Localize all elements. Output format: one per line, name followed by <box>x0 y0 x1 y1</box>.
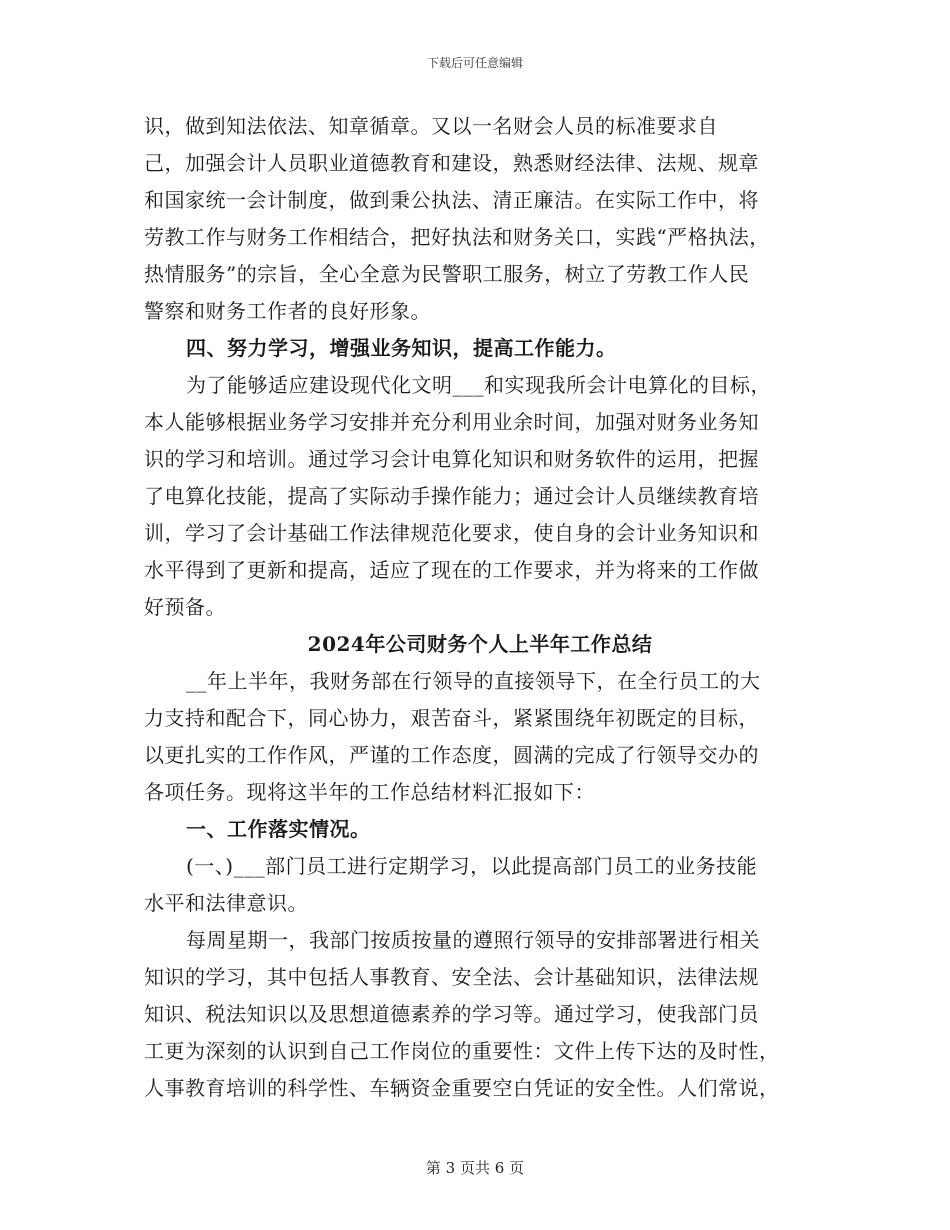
paragraph-line: 各项任务。现将这半年的工作总结材料汇报如下： <box>144 780 595 804</box>
paragraph-line: 劳教工作与财务工作相结合，把好执法和财务关口，实践“严格执法， <box>144 225 770 249</box>
paragraph-line: 热情服务”的宗旨，全心全意为民警职工服务，树立了劳教工作人民 <box>144 262 750 286</box>
paragraph-line: 识的学习和培训。通过学习会计电算化知识和财务软件的运用，把握 <box>144 447 759 471</box>
paragraph-line: 警察和财务工作者的良好形象。 <box>144 299 431 323</box>
paragraph-line: 人事教育培训的科学性、车辆资金重要空白凭证的安全性。人们常说， <box>144 1076 780 1100</box>
paragraph-line: 了电算化技能，提高了实际动手操作能力；通过会计人员继续教育培 <box>144 484 759 508</box>
paragraph-line: 每周星期一，我部门按质按量的遵照行领导的安排部署进行相关 <box>186 928 760 952</box>
section-heading-4: 四、努力学习，增强业务知识，提高工作能力。 <box>186 336 617 360</box>
paragraph-line: 水平和法律意识。 <box>144 891 308 915</box>
paragraph-line: __年上半年，我财务部在行领导的直接领导下，在全行员工的大 <box>186 669 761 693</box>
download-note: 下载后可任意编辑 <box>426 56 523 70</box>
paragraph-line: 知识的学习，其中包括人事教育、安全法、会计基础知识，法律法规 <box>144 965 759 989</box>
paragraph-line: 以更扎实的工作作风，严谨的工作态度，圆满的完成了行领导交办的 <box>144 743 759 767</box>
paragraph-line: 力支持和配合下，同心协力，艰苦奋斗，紧紧围绕年初既定的目标， <box>144 706 759 730</box>
document-body <box>144 108 816 1107</box>
paragraph-line: 己，加强会计人员职业道德教育和建设，熟悉财经法律、法规、规章 <box>144 151 759 175</box>
page-number: 第 3 页共 6 页 <box>425 1159 525 1177</box>
document-title: 2024年公司财务个人上半年工作总结 <box>307 632 653 656</box>
paragraph-line: 本人能够根据业务学习安排并充分利用业余时间，加强对财务业务知 <box>144 410 759 434</box>
paragraph-line: 工更为深刻的认识到自己工作岗位的重要性：文件上传下达的及时性， <box>144 1039 780 1063</box>
paragraph-line: 水平得到了更新和提高，适应了现在的工作要求，并为将来的工作做 <box>144 558 759 582</box>
paragraph-line: 知识、税法知识以及思想道德素养的学习等。通过学习，使我部门员 <box>144 1002 759 1026</box>
paragraph-line: 识，做到知法依法、知章循章。又以一名财会人员的标准要求自 <box>144 114 718 138</box>
paragraph-line: 好预备。 <box>144 595 226 619</box>
paragraph-line: (一、)___部门员工进行定期学习，以此提高部门员工的业务技能 <box>186 854 758 878</box>
paragraph-line: 训，学习了会计基础工作法律规范化要求，使自身的会计业务知识和 <box>144 521 759 545</box>
paragraph-line: 和国家统一会计制度，做到秉公执法、清正廉洁。在实际工作中，将 <box>144 188 759 212</box>
section-heading-1: 一、工作落实情况。 <box>186 817 371 841</box>
paragraph-line: 为了能够适应建设现代化文明___和实现我所会计电算化的目标， <box>186 373 771 397</box>
